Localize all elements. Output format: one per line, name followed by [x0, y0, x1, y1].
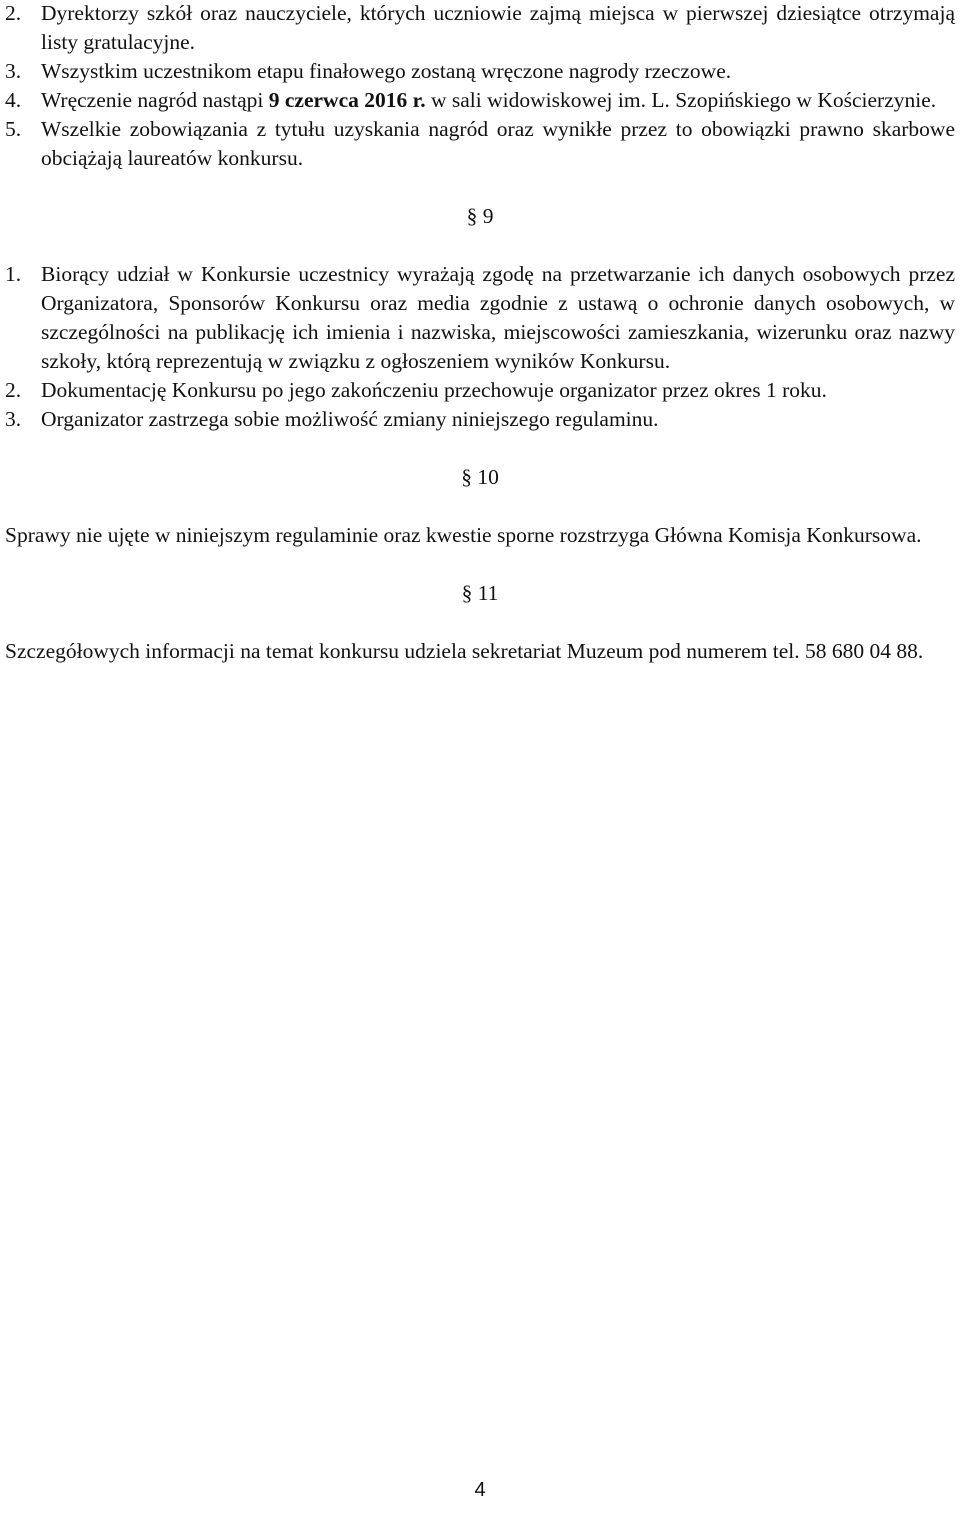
list-item [5, 376, 955, 405]
list-item-number: 4. [5, 88, 22, 112]
list-item-number: 2. [5, 1, 22, 25]
list-item-text: Wszelkie zobowiązania z tytułu uzyskania nagród oraz wynikłe przez to obowiązki prawno skarbowe obciążają laureatów konkursu. [41, 117, 955, 170]
document-page [5, 0, 955, 666]
list-item [5, 0, 955, 57]
list-item-text: Dokumentację Konkursu po jego zakończeniu przechowuje organizator przez okres 1 roku. [41, 378, 827, 402]
list-item-number: 1. [5, 262, 22, 286]
list-item-text: Wszystkim uczestnikom etapu finałowego zostaną wręczone nagrody rzeczowe. [41, 59, 732, 83]
list-item-text: Dyrektorzy szkół oraz nauczyciele, których uczniowie zajmą miejsca w pierwszej dziesiątce otrzymają listy gratulacyjne. [41, 1, 955, 54]
section-9-heading: § 9 [466, 204, 494, 228]
page-number: 4 [474, 1479, 486, 1501]
award-date: 9 czerwca 2016 r. [268, 88, 426, 112]
award-text-before: Wręczenie nagród nastąpi [41, 88, 269, 112]
list-item [5, 57, 955, 86]
list-item-number: 3. [5, 59, 22, 83]
list-item-number: 3. [5, 407, 22, 431]
section-10-text: Sprawy nie ujęte w niniejszym regulaminie oraz kwestie sporne rozstrzyga Główna Komisja Konkursowa. [5, 523, 922, 547]
list-item-text: Biorący udział w Konkursie uczestnicy wyrażają zgodę na przetwarzanie ich danych osobowych przez Organizatora, Sponsorów Konkursu oraz media zgodnie z ustawą o ochronie danych osobowych, w szczególności na publikację ich imienia i nazwiska, miejscowości zamieszkania, wizerunku oraz nazwy szkoły, którą reprezentują w związku z ogłoszeniem wyników Konkursu. [41, 262, 955, 373]
list-item [5, 405, 955, 434]
section-9-list [5, 260, 955, 434]
section-10-heading: § 10 [461, 465, 499, 489]
section-11-heading: § 11 [461, 581, 499, 605]
list-item-number: 5. [5, 117, 22, 141]
list-item [5, 86, 955, 115]
award-text-after: w sali widowiskowej im. L. Szopińskiego w Kościerzynie. [425, 88, 937, 112]
section-11-text: Szczegółowych informacji na temat konkursu udziela sekretariat Muzeum pod numerem tel. 58 680 04 88. [5, 639, 924, 663]
list-item [5, 115, 955, 173]
list-item-text: Organizator zastrzega sobie możliwość zmiany niniejszego regulaminu. [41, 407, 659, 431]
list-item-number: 2. [5, 378, 22, 402]
list-item [5, 260, 955, 376]
list-item-text [41, 86, 955, 115]
section-8-list [5, 0, 955, 173]
